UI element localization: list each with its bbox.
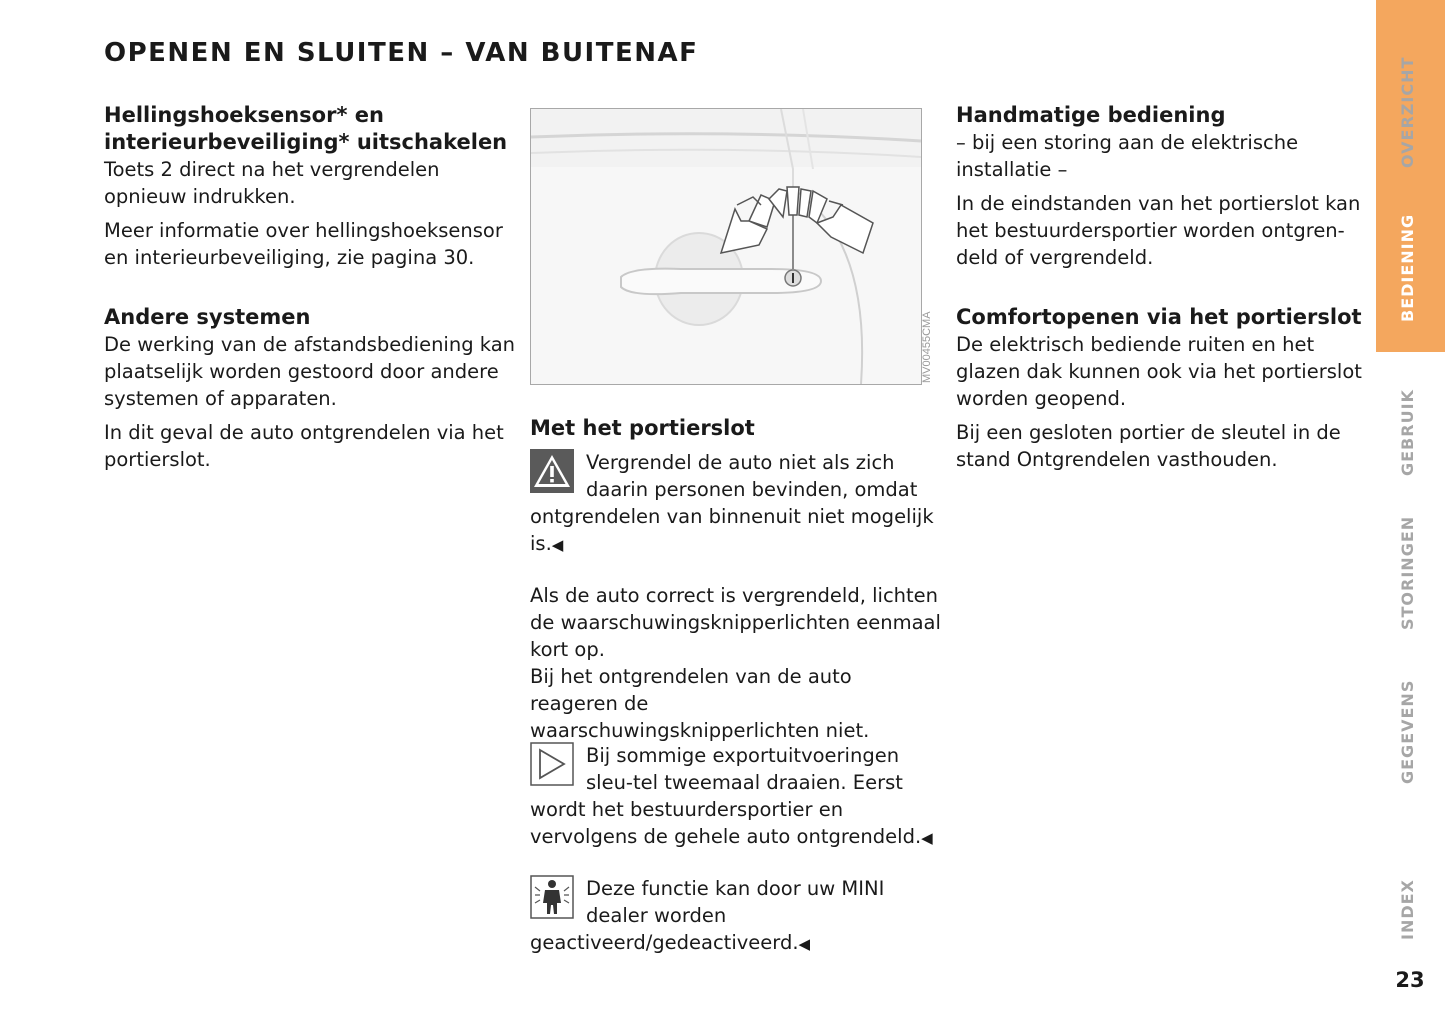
figure-code: MV00455CMA	[921, 311, 933, 383]
paragraph: De werking van de afstandsbediening kan plaatselijk worden gestoord door andere systemen of apparaten.	[104, 333, 516, 410]
dealer-note	[530, 875, 942, 958]
warning-icon	[530, 449, 574, 493]
paragraph: De elektrisch bediende ruiten en het glazen dak kunnen ook via het portierslot worden geopend.	[956, 333, 1362, 410]
end-mark: ◀	[798, 935, 811, 953]
end-mark: ◀	[551, 536, 564, 554]
left-column	[104, 102, 516, 480]
warning-note	[530, 449, 942, 559]
section-heading-tilt-sensor: Hellingshoeksensor* en interieurbeveiliging* uitschakelen	[104, 103, 508, 154]
warning-text: Vergrendel de auto niet als zich daarin personen bevinden, omdat ontgrendelen van binnenuit niet mogelijk is.	[530, 451, 934, 555]
section-heading-comfort-opening: Comfortopenen via het portierslot	[956, 305, 1362, 329]
chapter-tabs	[1376, 0, 1445, 1021]
dealer-text: Deze functie kan door uw MINI dealer worden geactiveerd/gedeactiveerd.	[530, 877, 885, 954]
paragraph: Bij een gesloten portier de sleutel in de stand Ontgrendelen vasthouden.	[956, 421, 1341, 471]
page-title: OPENEN EN SLUITEN – VAN BUITENAF	[104, 38, 699, 68]
text-block	[530, 582, 942, 744]
right-column	[956, 102, 1368, 480]
tab-index[interactable]: INDEX	[1398, 879, 1417, 940]
tab-gebruik[interactable]: GEBRUIK	[1398, 389, 1417, 476]
section-heading-other-systems: Andere systemen	[104, 305, 311, 329]
subtitle: – bij een storing aan de elektrische installatie –	[956, 131, 1299, 181]
paragraph: Meer informatie over hellingshoeksensor en interieurbeveiliging, zie pagina 30.	[104, 219, 503, 269]
paragraph: In dit geval de auto ontgrendelen via het portierslot.	[104, 421, 504, 471]
info-note	[530, 742, 942, 852]
tab-storingen[interactable]: STORINGEN	[1398, 515, 1417, 630]
section-heading-manual-operation: Handmatige bediening	[956, 103, 1226, 127]
paragraph: In de eindstanden van het portierslot kan het bestuurdersportier worden ontgren-deld of vergrendeld.	[956, 192, 1361, 269]
mechanic-icon	[530, 875, 574, 919]
section-heading-door-lock: Met het portierslot	[530, 416, 755, 440]
paragraph: Als de auto correct is vergrendeld, lichten de waarschuwingsknipperlichten eenmaal kort op.	[530, 584, 941, 661]
tab-overzicht[interactable]: OVERZICHT	[1398, 56, 1417, 168]
tab-gegevens[interactable]: GEGEVENS	[1398, 679, 1417, 784]
paragraph: Toets 2 direct na het vergrendelen opnieuw indrukken.	[104, 158, 440, 208]
note-text: Bij sommige exportuitvoeringen sleu-tel tweemaal draaien. Eerst wordt het bestuurdersportier en vervolgens de gehele auto ontgrendeld.	[530, 744, 922, 848]
page-number: 23	[1395, 968, 1425, 992]
end-mark: ◀	[921, 829, 933, 847]
door-lock-illustration	[530, 108, 922, 385]
tab-bediening[interactable]: BEDIENING	[1398, 213, 1417, 322]
play-triangle-icon	[530, 742, 574, 786]
paragraph: Bij het ontgrendelen van de auto reageren de waarschuwingsknipperlichten niet.	[530, 665, 870, 742]
